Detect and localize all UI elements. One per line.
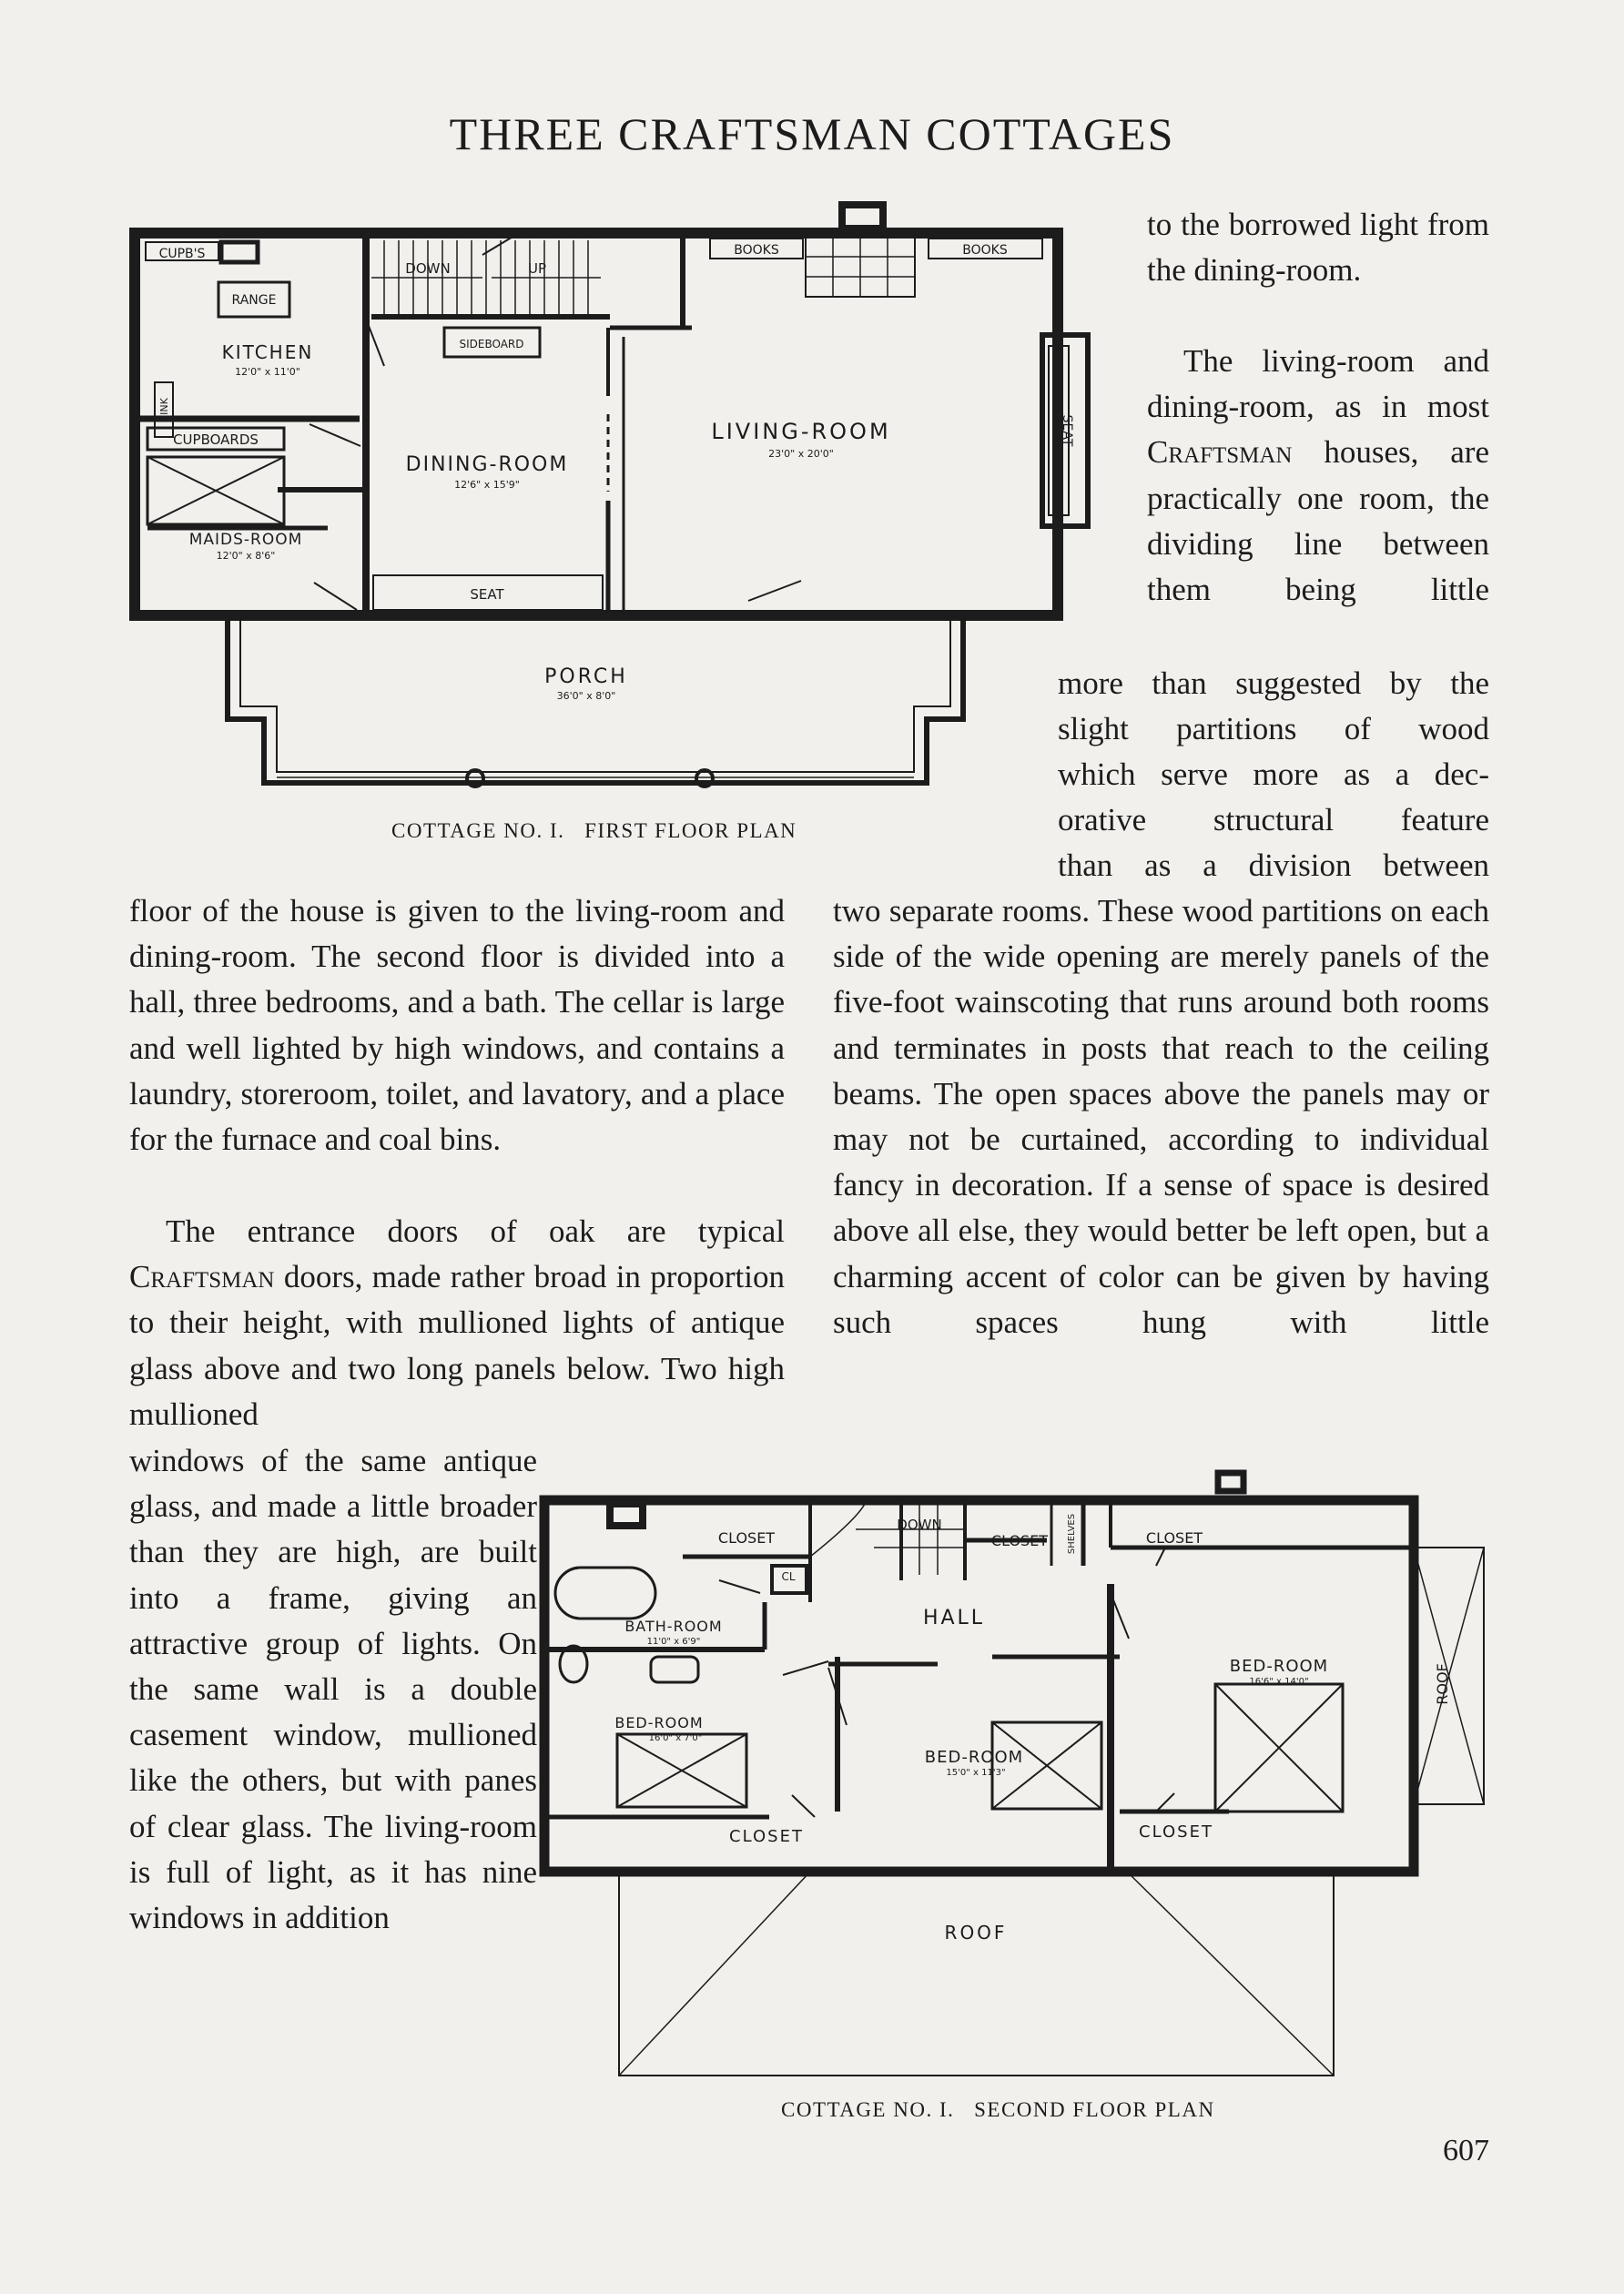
para-borrowed-light: to the borrowed light from the dining-room. [1147, 207, 1489, 289]
wide-line-2: slight partitions of wood [1058, 711, 1489, 746]
first-floor-caption: COTTAGE NO. I. FIRST FLOOR PLAN [391, 819, 797, 842]
label-roof-side: ROOF [1434, 1663, 1451, 1705]
label-cl: CL [781, 1570, 796, 1583]
label-dining-seat: SEAT [470, 586, 504, 603]
page-number: 607 [1443, 2134, 1489, 2167]
label-bed-room-left: BED-ROOM [614, 1714, 704, 1731]
label-bed-left-dim: 16'0" x 7'0" [648, 1733, 703, 1743]
label-cupbs: CUPB'S [158, 247, 206, 261]
label-stair-down-2: DOWN [897, 1517, 942, 1533]
label-stair-up: UP [527, 260, 547, 277]
first-floor-plan [127, 200, 1101, 810]
label-closet-top-left: CLOSET [717, 1529, 776, 1547]
label-closet-bottom-left: CLOSET [729, 1827, 804, 1846]
label-closet-top-right: CLOSET [1145, 1529, 1203, 1547]
label-porch-dim: 36'0" x 8'0" [556, 690, 616, 702]
label-living-seat: SEAT [1060, 414, 1074, 447]
para-windows-antique: windows of the same antique glass, and made a little broader than they are high, are built into a frame, giving an attractive group of lights. On the same wall is a double casement window, mullioned like the others, but with panes of clear glass. The living-room is full of light, as it has nine windows in addition [129, 1443, 537, 1936]
label-bed-room-right: BED-ROOM [1229, 1657, 1329, 1676]
label-books-right: BOOKS [962, 243, 1008, 258]
label-dining-room: DINING-ROOM [405, 453, 569, 476]
label-living-room: LIVING-ROOM [711, 419, 891, 444]
label-bed-room-mid: BED-ROOM [924, 1748, 1024, 1767]
label-roof-bottom: ROOF [944, 1922, 1008, 1944]
label-kitchen-dim: 12'0" x 11'0" [235, 366, 300, 378]
wide-line-4: orative structural feature [1058, 802, 1489, 837]
label-bed-mid-dim: 15'0" x 11'3" [946, 1768, 1006, 1778]
label-porch: PORCH [544, 665, 628, 688]
label-closet-top-mid: CLOSET [990, 1532, 1049, 1549]
label-range: RANGE [231, 293, 277, 308]
label-closet-bottom-right: CLOSET [1139, 1822, 1213, 1842]
label-books-left: BOOKS [734, 243, 779, 258]
label-bed-right-dim: 16'6" x 14'0" [1249, 1677, 1309, 1687]
para-living-dining: The living-room and dining-room, as in most Craftsman houses, are practically one room, the dividing line between them being little [1147, 343, 1489, 608]
page-title: THREE CRAFTSMAN COTTAGES [449, 108, 1175, 159]
label-bath-room: BATH-ROOM [624, 1618, 723, 1635]
para-separate-rooms: two separate rooms. These wood partitions on each side of the wide opening are merely panels of the five-foot wainscoting that runs around both rooms and terminates in posts that reach to the ceiling beams. The open spaces above the panels may or may not be curtained, according to individual fancy in decoration. If a sense of space is desired above all else, they would better be left open, but a charming accent of color can be given by having such spaces hung with little [833, 893, 1489, 1340]
wide-line-1: more than suggested by the [1058, 665, 1489, 701]
wide-line-3: which serve more as a dec- [1058, 756, 1489, 792]
wide-line-5: than as a division between [1058, 848, 1489, 883]
label-stair-down: DOWN [405, 260, 451, 277]
label-sink: SINK [158, 398, 170, 421]
label-maids-dim: 12'0" x 8'6" [216, 550, 276, 562]
label-sideboard: SIDEBOARD [459, 338, 524, 350]
label-living-dim: 23'0" x 20'0" [768, 448, 834, 460]
label-dining-dim: 12'6" x 15'9" [454, 479, 520, 491]
label-kitchen: KITCHEN [221, 341, 314, 363]
label-shelves: SHELVES [1067, 1513, 1077, 1555]
label-cupboards: CUPBOARDS [173, 431, 259, 448]
second-floor-caption: COTTAGE NO. I. SECOND FLOOR PLAN [781, 2098, 1215, 2121]
label-hall: HALL [922, 1607, 986, 1629]
para-entrance-doors: The entrance doors of oak are typical Craftsman doors, made rather broad in proportion to their height, with mullioned lights of antique glass above and two long panels below. Two high mullioned [129, 1213, 785, 1432]
second-floor-plan [537, 1466, 1493, 2085]
label-maids-room: MAIDS-ROOM [188, 531, 303, 549]
label-bath-dim: 11'0" x 6'9" [646, 1637, 701, 1647]
para-floor-of-house: floor of the house is given to the living-room and dining-room. The second floor is divided into a hall, three bedrooms, and a bath. The cellar is large and well lighted by high windows, and contains a laundry, storeroom, toilet, and lavatory, and a place for the furnace and coal bins. [129, 893, 785, 1158]
